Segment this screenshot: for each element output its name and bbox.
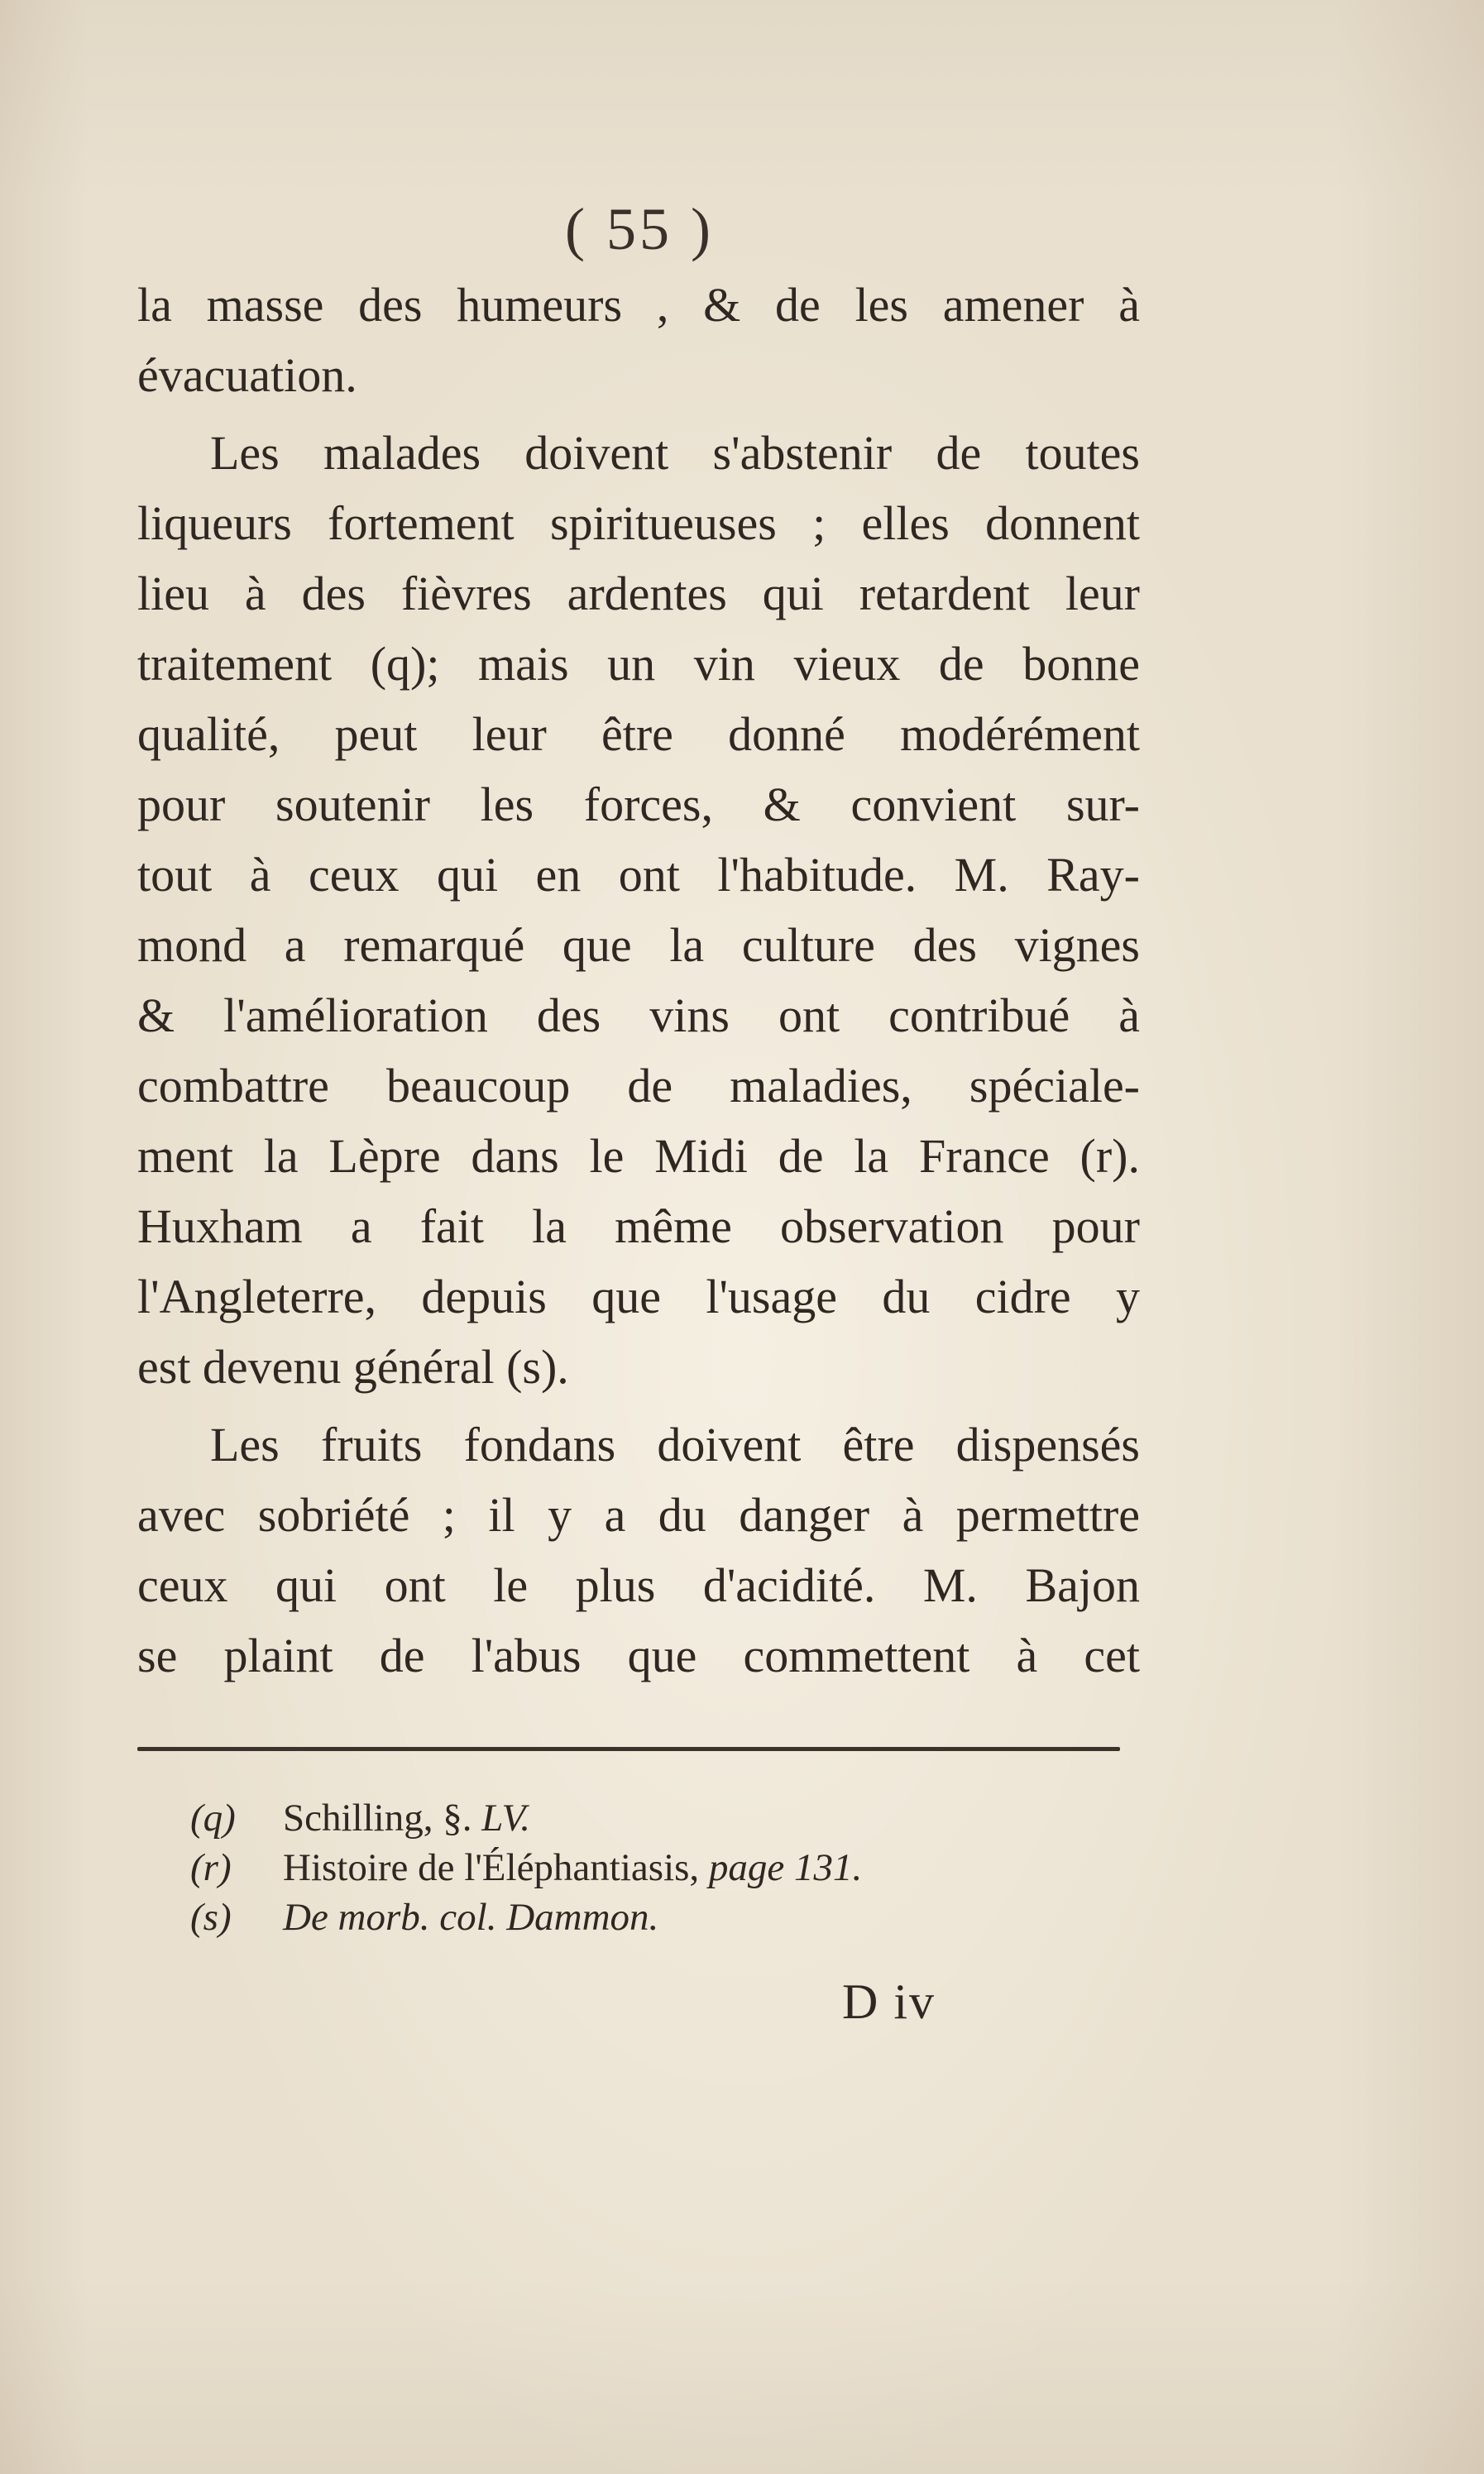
text-line: lieu à des fièvres ardentes qui retardent leur: [137, 567, 1140, 620]
footnote-italic: De morb. col. Dammon.: [283, 1896, 659, 1939]
text-line: Huxham a fait la même observation pour: [137, 1199, 1140, 1253]
text-line: qualité, peut leur être donné modérément: [137, 707, 1140, 761]
text-line: combattre beaucoup de maladies, spéciale-: [137, 1059, 1140, 1113]
footnote-text: Histoire de l'Éléphantiasis,: [283, 1846, 709, 1889]
text-line: est devenu général (s).: [137, 1340, 569, 1394]
text-line: mond a remarqué que la culture des vignes: [137, 918, 1140, 972]
text-line: ment la Lèpre dans le Midi de la France (r).: [137, 1129, 1140, 1183]
text-line: Les fruits fondans doivent être dispensés: [210, 1418, 1140, 1471]
text-line: la masse des humeurs , & de les amener à: [137, 278, 1140, 332]
text-line: avec sobriété ; il y a du danger à permettre: [137, 1488, 1140, 1542]
text-line: liqueurs fortement spiritueuses ; elles donnent: [137, 496, 1140, 550]
text-line: évacuation.: [137, 348, 357, 402]
text-line: l'Angleterre, depuis que l'usage du cidre y: [137, 1270, 1140, 1323]
text-line: tout à ceux qui en ont l'habitude. M. Ray-: [137, 848, 1140, 902]
text-line: se plaint de l'abus que commettent à cet: [137, 1629, 1140, 1682]
signature-mark: D iv: [842, 1974, 936, 2029]
footnote-marker: (r): [190, 1846, 232, 1889]
footnote-q: [190, 1793, 1100, 1843]
footnote-marker: (s): [190, 1896, 232, 1939]
footnote-s: [190, 1893, 1100, 1942]
text-line: & l'amélioration des vins ont contribué à: [137, 988, 1140, 1042]
text-line: traitement (q); mais un vin vieux de bonne: [137, 637, 1140, 691]
body-text: [137, 270, 1140, 1691]
footnote-italic: page 131.: [708, 1846, 863, 1889]
footnote-italic: LV.: [481, 1797, 531, 1840]
page-number: ( 55 ): [565, 196, 714, 262]
footnote-r: [190, 1843, 1100, 1893]
footnote-marker: (q): [190, 1797, 236, 1840]
text-line: ceux qui ont le plus d'acidité. M. Bajon: [137, 1558, 1140, 1612]
footnote-text: Schilling, §.: [283, 1797, 482, 1840]
footnote-divider: [137, 1747, 1120, 1751]
text-line: pour soutenir les forces, & convient sur-: [137, 778, 1140, 831]
text-line: Les malades doivent s'abstenir de toutes: [210, 426, 1140, 480]
footnotes: [190, 1793, 1100, 1942]
